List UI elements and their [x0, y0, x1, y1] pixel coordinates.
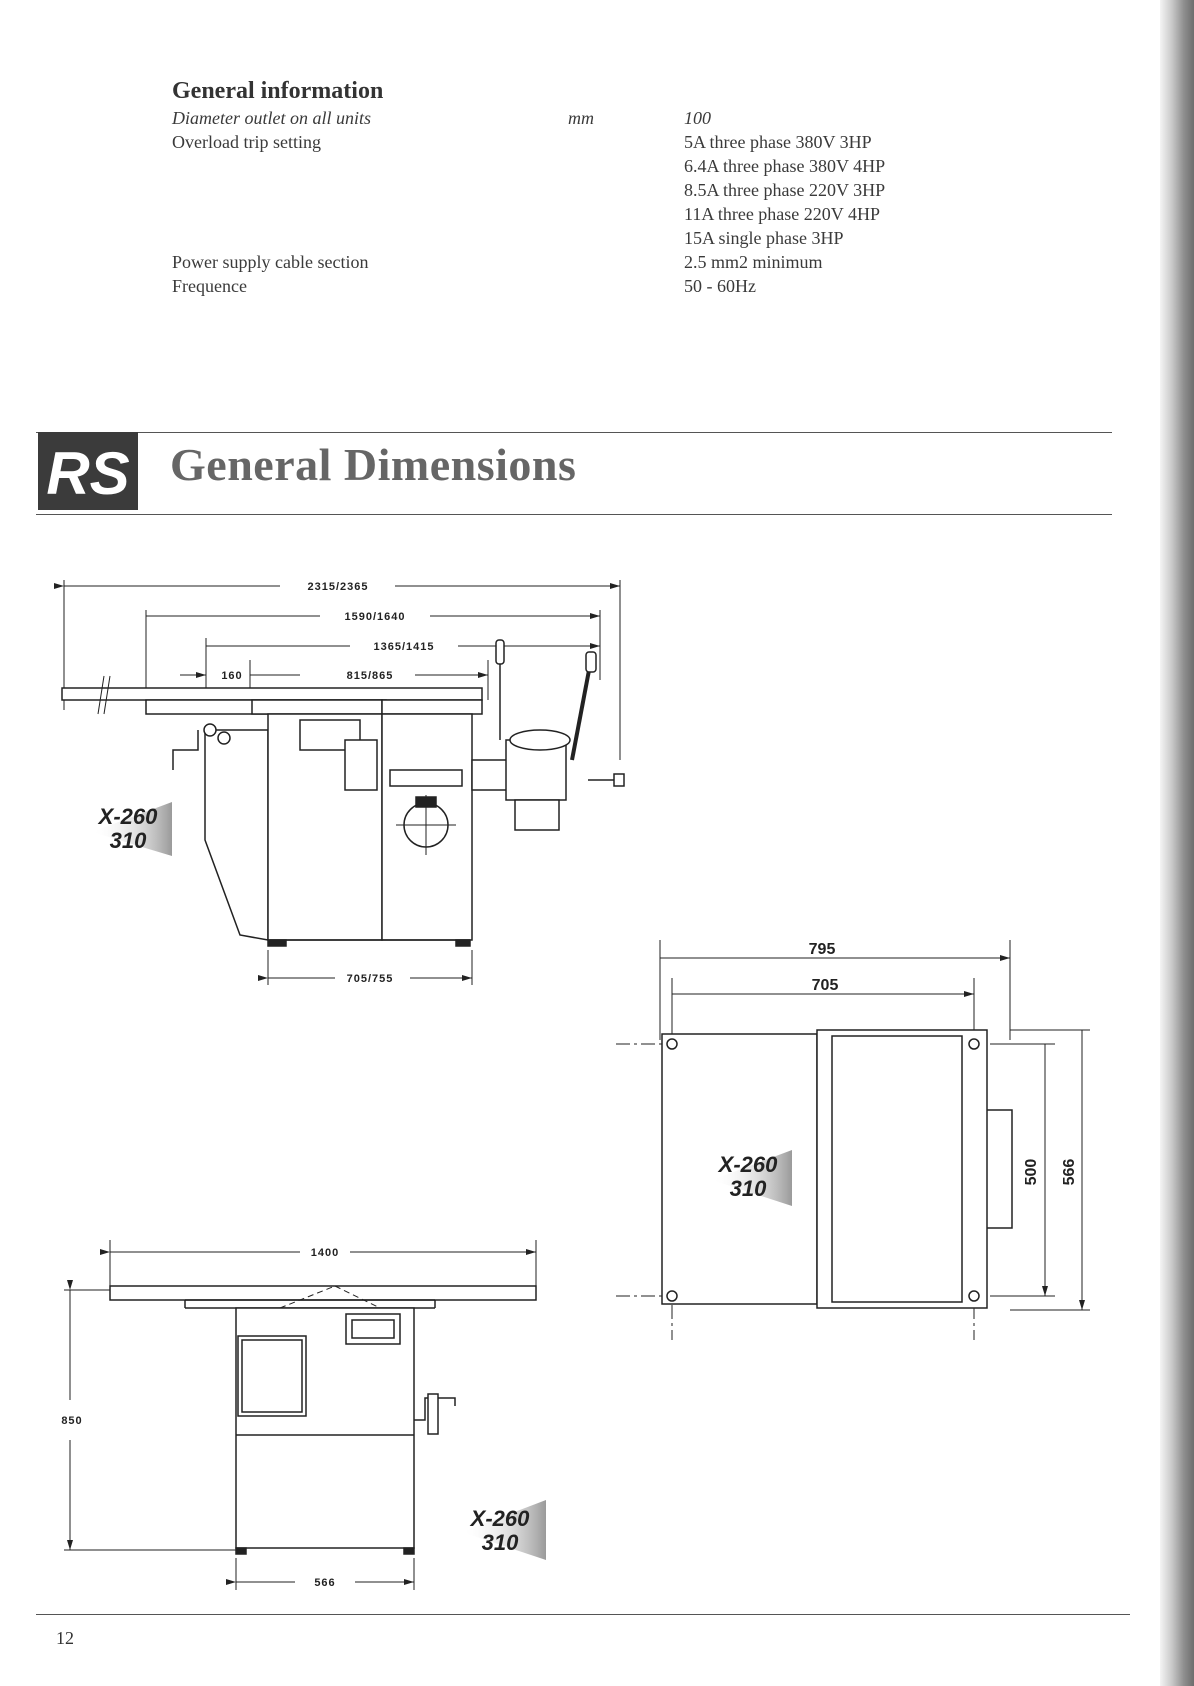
dim-566-front: 566 — [314, 1577, 336, 1589]
dim-2315-2365: 2315/2365 — [307, 581, 369, 593]
spec-value-overload-5: 15A single phase 3HP — [684, 228, 844, 248]
dim-500: 500 — [1023, 1158, 1040, 1186]
footer-rule — [36, 1614, 1130, 1615]
section-title: General Dimensions — [170, 439, 577, 490]
side-view-model-name: X-260 — [98, 804, 158, 829]
side-view — [62, 580, 624, 985]
general-information-title: General information — [172, 78, 384, 104]
dim-705: 705 — [811, 977, 839, 994]
spec-label-overload: Overload trip setting — [172, 132, 321, 152]
dim-1590-1640: 1590/1640 — [344, 611, 406, 623]
spec-value-overload: 5A three phase 380V 3HP — [684, 132, 872, 152]
spec-unit-mm: mm — [568, 108, 594, 128]
dim-705-755: 705/755 — [346, 973, 394, 985]
spec-value-overload-4: 11A three phase 220V 4HP — [684, 204, 880, 224]
front-view — [64, 1240, 536, 1590]
dim-1400: 1400 — [310, 1247, 340, 1259]
page-number: 12 — [56, 1628, 74, 1648]
side-view-model-size: 310 — [109, 828, 147, 853]
spec-value-overload-2: 6.4A three phase 380V 4HP — [684, 156, 886, 176]
spec-value-power-cable: 2.5 mm2 minimum — [684, 252, 823, 272]
front-view-model-size: 310 — [481, 1530, 519, 1555]
front-view-model-badge — [462, 1500, 546, 1560]
top-view — [616, 940, 1090, 1340]
dim-566: 566 — [1061, 1158, 1078, 1186]
spec-label-diameter: Diameter outlet on all units — [172, 108, 371, 128]
dim-795: 795 — [808, 941, 836, 958]
spec-label-frequence: Frequence — [172, 276, 247, 296]
front-view-model-name: X-260 — [470, 1506, 530, 1531]
dim-815-865: 815/865 — [346, 670, 394, 682]
top-view-model-name: X-260 — [718, 1152, 778, 1177]
top-view-model-size: 310 — [729, 1176, 767, 1201]
side-view-model-badge — [92, 802, 172, 856]
dim-1365-1415: 1365/1415 — [373, 641, 435, 653]
spec-value-frequence: 50 - 60Hz — [684, 276, 756, 296]
spec-label-power-cable: Power supply cable section — [172, 252, 369, 272]
dim-160: 160 — [221, 670, 243, 682]
dim-850: 850 — [61, 1415, 83, 1427]
spec-value-diameter: 100 — [684, 108, 711, 128]
rs-logo-text: RS — [46, 440, 130, 507]
spec-value-overload-3: 8.5A three phase 220V 3HP — [684, 180, 886, 200]
